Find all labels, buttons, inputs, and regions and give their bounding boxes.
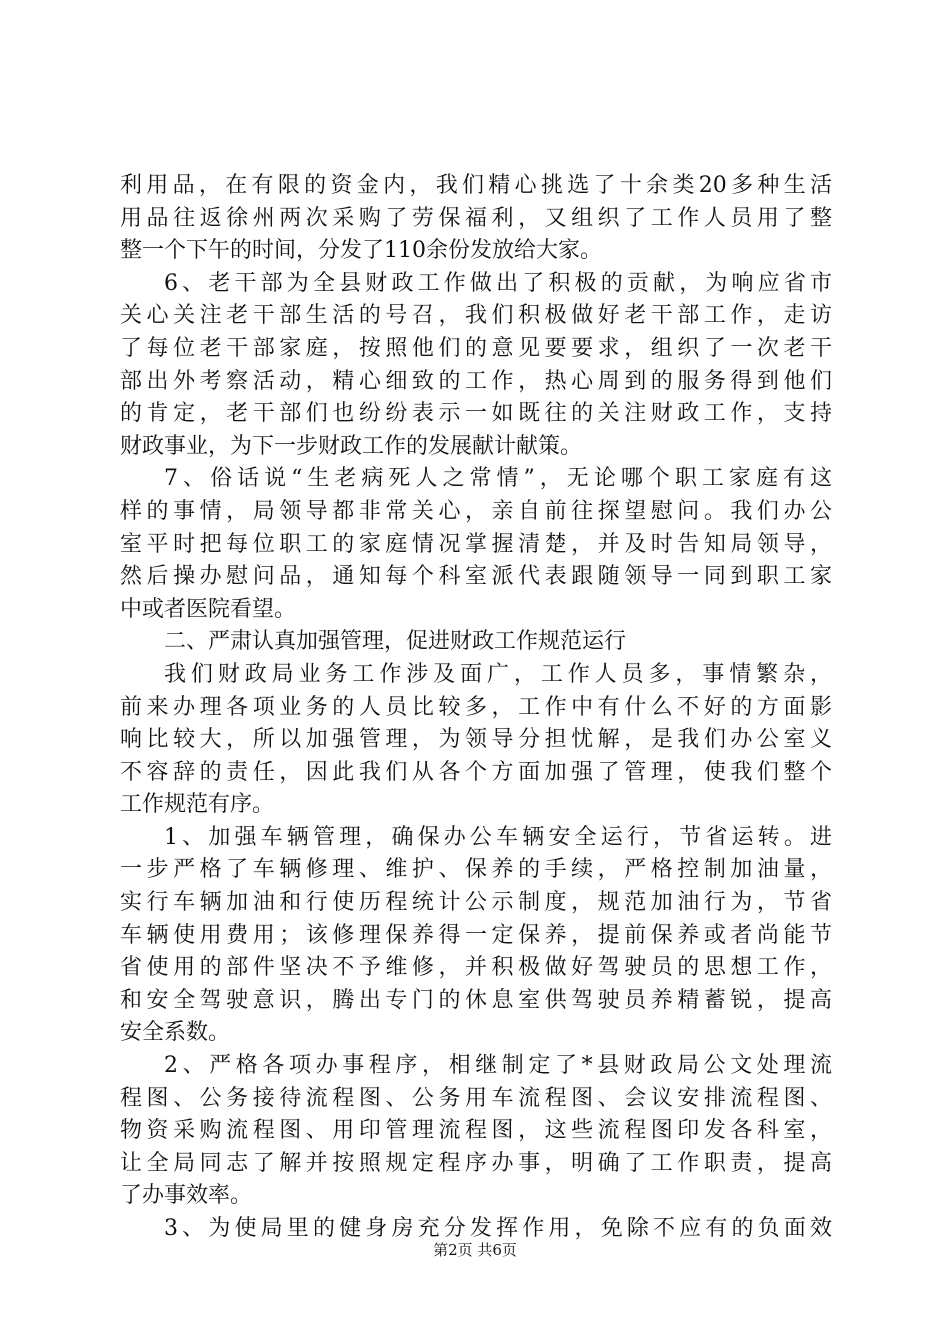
text-line: 部出外考察活动，精心细致的工作，热心周到的服务得到他们	[120, 368, 832, 394]
text-line: 3、为使局里的健身房充分发挥作用，免除不应有的负面效	[164, 1216, 832, 1241]
text-line: 工作规范有序。	[120, 792, 275, 818]
text-line: 样的事情，局领导都非常关心，亲自前往探望慰问。我们办公	[120, 498, 832, 524]
text-line: 省使用的部件坚决不予维修，并积极做好驾驶员的思想工作，	[120, 955, 832, 981]
text-line: 7、俗话说“生老病死人之常情”，无论哪个职工家庭有这	[164, 466, 832, 492]
text-line: 室平时把每位职工的家庭情况掌握清楚，并及时告知局领导，	[120, 531, 832, 557]
text-line: 我们财政局业务工作涉及面广，工作人员多，事情繁杂，	[164, 661, 832, 687]
text-line: 不容辞的责任，因此我们从各个方面加强了管理，使我们整个	[120, 759, 832, 785]
text-line: 和安全驾驶意识，腾出专门的休息室供驾驶员养精蓄锐，提高	[120, 987, 832, 1013]
text-line: 2、严格各项办事程序，相继制定了*县财政局公文处理流	[164, 1053, 832, 1079]
text-line: 前来办理各项业务的人员比较多，工作中有什么不好的方面影	[120, 694, 832, 720]
text-line: 6、老干部为全县财政工作做出了积极的贡献，为响应省市	[164, 270, 832, 296]
text-line: 一步严格了车辆修理、维护、保养的手续，严格控制加油量，	[120, 857, 832, 883]
text-line: 了办事效率。	[120, 1183, 253, 1209]
text-line: 实行车辆加油和行使历程统计公示制度，规范加油行为，节省	[120, 890, 832, 916]
text-line: 程图、公务接待流程图、公务用车流程图、会议安排流程图、	[120, 1085, 832, 1111]
text-line: 的肯定，老干部们也纷纷表示一如既往的关注财政工作，支持	[120, 401, 832, 427]
text-line: 1、加强车辆管理，确保办公车辆安全运行，节省运转。进	[164, 824, 832, 850]
text-line: 二、严肃认真加强管理，促进财政工作规范运行	[164, 629, 627, 655]
text-line: 整一个下午的时间，分发了110余份发放给大家。	[120, 238, 602, 264]
text-line: 用品往返徐州两次采购了劳保福利，又组织了工作人员用了整	[120, 205, 832, 231]
document-body	[120, 170, 832, 1246]
text-line: 物资采购流程图、用印管理流程图，这些流程图印发各科室，	[120, 1118, 832, 1144]
text-line: 利用品，在有限的资金内，我们精心挑选了十余类20多种生活	[120, 173, 832, 198]
text-line: 财政事业，为下一步财政工作的发展献计献策。	[120, 433, 583, 459]
text-line: 车辆使用费用；该修理保养得一定保养，提前保养或者尚能节	[120, 922, 832, 948]
text-line: 关心关注老干部生活的号召，我们积极做好老干部工作，走访	[120, 303, 832, 329]
text-line: 响比较大，所以加强管理，为领导分担忧解，是我们办公室义	[120, 727, 832, 753]
text-line: 然后操办慰问品，通知每个科室派代表跟随领导一同到职工家	[120, 564, 832, 590]
text-line: 让全局同志了解并按照规定程序办事，明确了工作职责，提高	[120, 1150, 832, 1176]
text-line: 中或者医院看望。	[120, 596, 297, 622]
page-footer: 第2页 共6页	[433, 1241, 517, 1259]
text-line: 了每位老干部家庭，按照他们的意见要要求，组织了一次老干	[120, 335, 832, 361]
text-line: 安全系数。	[120, 1020, 231, 1046]
